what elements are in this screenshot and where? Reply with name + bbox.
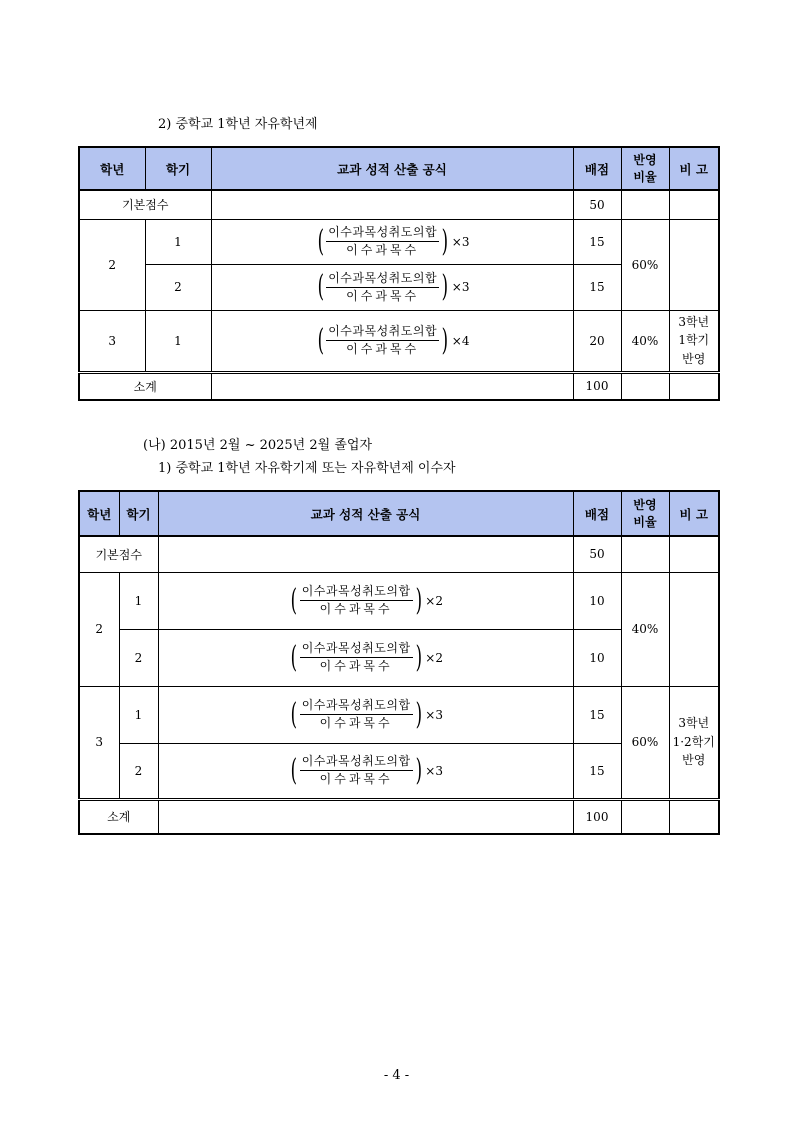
table-row <box>79 686 719 743</box>
remark-cell: 3학년 1·2학기 반영 <box>669 686 719 799</box>
semester-cell: 1 <box>145 310 211 372</box>
semester-cell: 2 <box>119 629 158 686</box>
grade-cell: 2 <box>79 572 119 686</box>
formula-cell: ( $\frac{\text{이수과목성취도의합}}{\text{이수과목수}}$ ) ×2 <box>158 572 573 629</box>
score-cell: 20 <box>573 310 621 372</box>
ratio-cell: 40% <box>621 572 669 686</box>
base-score-formula <box>211 190 573 219</box>
semester-cell: 1 <box>145 219 211 264</box>
grade-cell: 2 <box>79 219 145 310</box>
remark-cell: 3학년 1학기 반영 <box>669 310 719 372</box>
semester-cell: 2 <box>145 264 211 310</box>
subtotal-label: 소계 <box>79 372 211 400</box>
base-score-value: 50 <box>573 536 621 572</box>
table-row <box>79 572 719 629</box>
score-cell: 15 <box>573 686 621 743</box>
grade-cell: 3 <box>79 310 145 372</box>
header-grade: 학년 <box>79 491 119 536</box>
score-cell: 10 <box>573 572 621 629</box>
formula-cell: ( $\frac{\text{이수과목성취도의합}}{\text{이수과목수}}$ ) ×2 <box>158 629 573 686</box>
base-score-value: 50 <box>573 190 621 219</box>
header-formula: 교과 성적 산출 공식 <box>158 491 573 536</box>
base-score-label: 기본점수 <box>79 536 158 572</box>
page-number: - 4 - <box>383 1068 410 1083</box>
header-ratio: 반영 비율 <box>621 491 669 536</box>
grade-cell: 3 <box>79 686 119 799</box>
subtotal-score: 100 <box>573 799 621 834</box>
header-score: 배점 <box>573 491 621 536</box>
subtotal-label: 소계 <box>79 799 158 834</box>
ratio-cell: 40% <box>621 310 669 372</box>
formula-cell: ( $\frac{\text{이수과목성취도의합}}{\text{이수과목수}}$ ) ×3 <box>158 686 573 743</box>
header-ratio: 반영 비율 <box>621 147 669 190</box>
score-cell: 10 <box>573 629 621 686</box>
section-heading-2: (나) 2015년 2월 ~ 2025년 2월 졸업자 <box>143 438 373 453</box>
formula-cell: ( $\frac{\text{이수과목성취도의합}}{\text{이수과목수}}$ ) ×3 <box>211 264 573 310</box>
remark-cell <box>669 219 719 310</box>
score-table-2 <box>78 490 720 835</box>
section-subheading-2: 1) 중학교 1학년 자유학기제 또는 자유학년제 이수자 <box>158 461 456 476</box>
header-remark: 비 고 <box>669 491 719 536</box>
ratio-cell: 60% <box>621 219 669 310</box>
formula-cell: ( $\frac{\text{이수과목성취도의합}}{\text{이수과목수}}$ ) ×3 <box>211 219 573 264</box>
semester-cell: 2 <box>119 743 158 799</box>
semester-cell: 1 <box>119 572 158 629</box>
semester-cell: 1 <box>119 686 158 743</box>
formula-cell: ( $\frac{\text{이수과목성취도의합}}{\text{이수과목수}}$ ) ×4 <box>211 310 573 372</box>
header-score: 배점 <box>573 147 621 190</box>
section-heading-1: 2) 중학교 1학년 자유학년제 <box>158 117 318 132</box>
remark-cell <box>669 572 719 686</box>
header-formula: 교과 성적 산출 공식 <box>211 147 573 190</box>
header-semester: 학기 <box>119 491 158 536</box>
subtotal-score: 100 <box>573 372 621 400</box>
ratio-cell: 60% <box>621 686 669 799</box>
score-cell: 15 <box>573 219 621 264</box>
score-cell: 15 <box>573 264 621 310</box>
score-cell: 15 <box>573 743 621 799</box>
header-semester: 학기 <box>145 147 211 190</box>
table-row <box>79 219 719 264</box>
base-score-label: 기본점수 <box>79 190 211 219</box>
table-row <box>79 310 719 372</box>
header-remark: 비 고 <box>669 147 719 190</box>
formula-cell: ( $\frac{\text{이수과목성취도의합}}{\text{이수과목수}}$ ) ×3 <box>158 743 573 799</box>
header-grade: 학년 <box>79 147 145 190</box>
score-table-1 <box>78 146 720 401</box>
